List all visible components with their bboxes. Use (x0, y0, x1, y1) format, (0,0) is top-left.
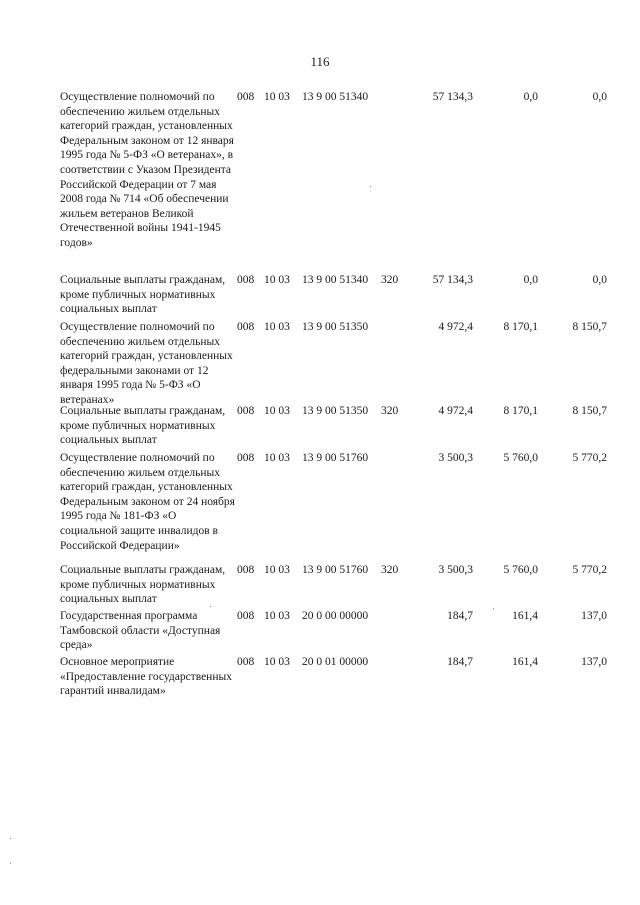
amount-year-3: 5 770,2 (572, 564, 607, 576)
expense-type: 320 (381, 564, 399, 576)
target-article: 20 0 00 00000 (302, 610, 369, 622)
section-code: 10 03 (264, 564, 290, 576)
amount-year-3: 137,0 (581, 610, 607, 622)
scan-speck (210, 606, 211, 607)
target-article: 13 9 00 51760 (302, 452, 369, 464)
section-code: 10 03 (264, 321, 290, 333)
amount-year-1: 57 134,3 (432, 91, 473, 103)
amount-year-3: 0,0 (592, 274, 607, 286)
section-code: 10 03 (264, 610, 290, 622)
admin-code: 008 (237, 610, 255, 622)
target-article: 20 0 01 00000 (302, 656, 369, 668)
amount-year-1: 3 500,3 (438, 564, 473, 576)
amount-year-3: 137,0 (581, 656, 607, 668)
row-name: Осуществление полномочий по обеспечению жильем отдельных категорий граждан, установленных Федеральным законом от 24 ноября 1995 года № 181-ФЗ «О социальной защите инвалидов в Российской Федерации» (60, 452, 235, 552)
scan-speck (10, 838, 11, 839)
expense-type: 320 (381, 274, 399, 286)
admin-code: 008 (237, 656, 255, 668)
amount-year-2: 8 170,1 (503, 405, 538, 417)
row-name: Социальные выплаты гражданам, кроме публичных нормативных социальных выплат (60, 274, 226, 316)
row-name: Осуществление полномочий по обеспечению жильем отдельных категорий граждан, установленных федеральными законами от 12 января 1995 года № 5-ФЗ «О ветеранах» (60, 321, 233, 406)
target-article: 13 9 00 51340 (302, 274, 369, 286)
row-name: Социальные выплаты гражданам, кроме публичных нормативных социальных выплат (60, 564, 226, 606)
admin-code: 008 (237, 564, 255, 576)
amount-year-3: 0,0 (592, 91, 607, 103)
amount-year-1: 57 134,3 (432, 274, 473, 286)
row-name: Осуществление полномочий по обеспечению жильем отдельных категорий граждан, установленных Федеральным законом от 12 января 1995 года № 5-ФЗ «О ветеранах», в соответствии с Указом Президента Российской Федерации от 7 мая 2008 года № 714 «Об обеспечении жильем ветеранов Великой Отечественной войны 1941-1945 годов» (60, 91, 234, 249)
amount-year-2: 0,0 (523, 91, 538, 103)
section-code: 10 03 (264, 656, 290, 668)
row-name: Государственная программа Тамбовской области «Доступная среда» (60, 610, 221, 652)
admin-code: 008 (237, 452, 255, 464)
admin-code: 008 (237, 91, 255, 103)
row-name: Основное мероприятие «Предоставление государственных гарантий инвалидам» (60, 656, 232, 698)
amount-year-2: 8 170,1 (503, 321, 538, 333)
amount-year-1: 3 500,3 (438, 452, 473, 464)
amount-year-3: 8 150,7 (572, 321, 607, 333)
section-code: 10 03 (264, 405, 290, 417)
target-article: 13 9 00 51760 (302, 564, 369, 576)
target-article: 13 9 00 51350 (302, 405, 369, 417)
section-code: 10 03 (264, 91, 290, 103)
amount-year-3: 5 770,2 (572, 452, 607, 464)
target-article: 13 9 00 51350 (302, 321, 369, 333)
admin-code: 008 (237, 321, 255, 333)
amount-year-1: 184,7 (447, 610, 473, 622)
row-name: Социальные выплаты гражданам, кроме публичных нормативных социальных выплат (60, 405, 226, 447)
admin-code: 008 (237, 405, 255, 417)
amount-year-2: 161,4 (512, 610, 538, 622)
amount-year-1: 4 972,4 (438, 405, 473, 417)
page-number: 116 (310, 54, 330, 69)
amount-year-2: 0,0 (523, 274, 538, 286)
amount-year-3: 8 150,7 (572, 405, 607, 417)
scan-speck (10, 863, 11, 864)
expense-type: 320 (381, 405, 399, 417)
amount-year-1: 4 972,4 (438, 321, 473, 333)
target-article: 13 9 00 51340 (302, 91, 369, 103)
admin-code: 008 (237, 274, 255, 286)
scan-speck (493, 608, 494, 609)
amount-year-2: 5 760,0 (503, 452, 538, 464)
scan-speck (370, 186, 371, 187)
amount-year-2: 5 760,0 (503, 564, 538, 576)
amount-year-2: 161,4 (512, 656, 538, 668)
section-code: 10 03 (264, 274, 290, 286)
section-code: 10 03 (264, 452, 290, 464)
amount-year-1: 184,7 (447, 656, 473, 668)
